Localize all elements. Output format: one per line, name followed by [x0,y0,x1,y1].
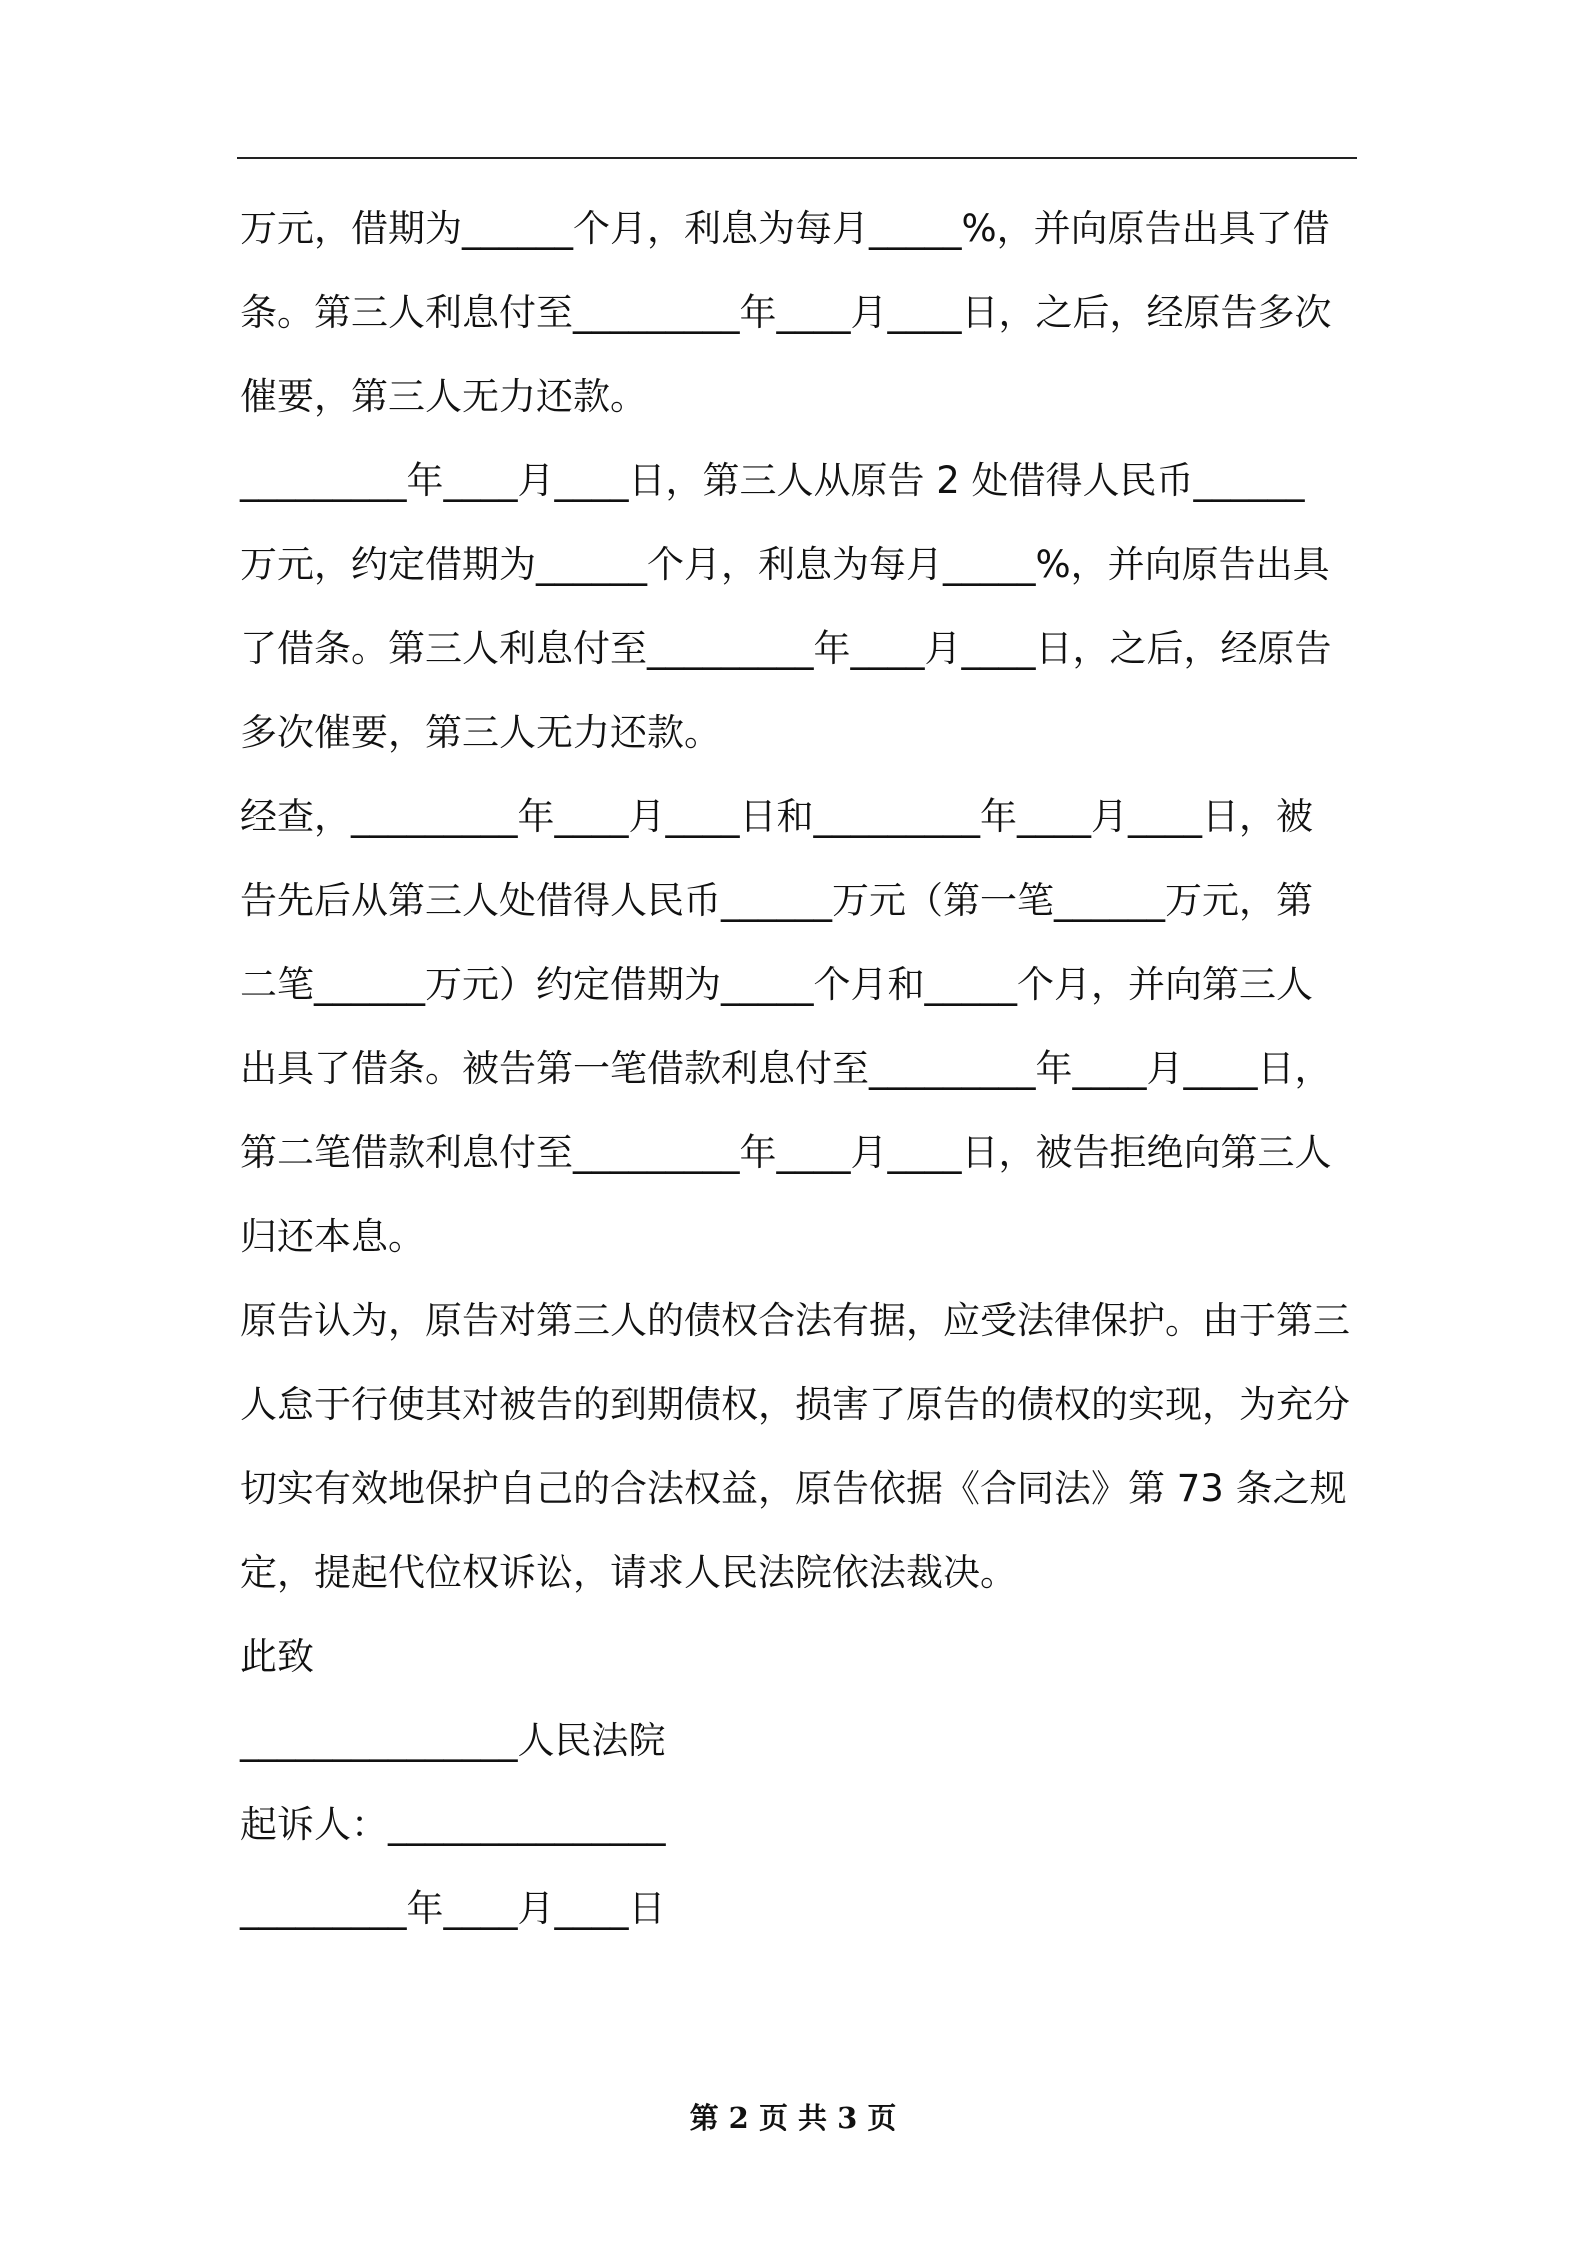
text-line-4: _________年____月____日，第三人从原告 2 处借得人民币______ [240,459,1305,502]
text-line-13: 归还本息。 [240,1215,425,1258]
text-line-15: 人怠于行使其对被告的到期债权，损害了原告的债权的实现，为充分 [240,1383,1350,1426]
text-line-9: 告先后从第三人处借得人民币______万元（第一笔______万元，第 [240,879,1313,922]
text-line-8: 经查，_________年____月____日和_________年____月____日，被 [240,795,1313,838]
text-line-2: 条。第三人利息付至_________年____月____日，之后，经原告多次 [240,291,1332,334]
text-line-10: 二笔______万元）约定借期为_____个月和_____个月，并向第三人 [240,963,1313,1006]
text-line-16: 切实有效地保护自己的合法权益，原告依据《合同法》第 73 条之规 [240,1467,1347,1510]
text-line-14: 原告认为，原告对第三人的债权合法有据，应受法律保护。由于第三 [240,1299,1350,1342]
text-line-1: 万元，借期为______个月，利息为每月_____%，并向原告出具了借 [240,207,1330,250]
court-addressee: _______________人民法院 [240,1719,666,1762]
plaintiff-signature: 起诉人：_______________ [240,1803,666,1846]
salutation: 此致 [240,1635,314,1678]
header-rule [237,157,1357,159]
text-line-11: 出具了借条。被告第一笔借款利息付至_________年____月____日， [240,1047,1332,1090]
text-line-12: 第二笔借款利息付至_________年____月____日，被告拒绝向第三人 [240,1131,1332,1174]
text-line-17: 定，提起代位权诉讼，请求人民法院依法裁决。 [240,1551,1017,1594]
text-line-7: 多次催要，第三人无力还款。 [240,711,721,754]
text-line-3: 催要，第三人无力还款。 [240,375,647,418]
text-line-5: 万元，约定借期为______个月，利息为每月_____%，并向原告出具 [240,543,1330,586]
page-number: 第 2 页 共 3 页 [689,2101,897,2135]
text-line-6: 了借条。第三人利息付至_________年____月____日，之后，经原告 [240,627,1332,670]
signature-date: _________年____月____日 [240,1887,666,1930]
